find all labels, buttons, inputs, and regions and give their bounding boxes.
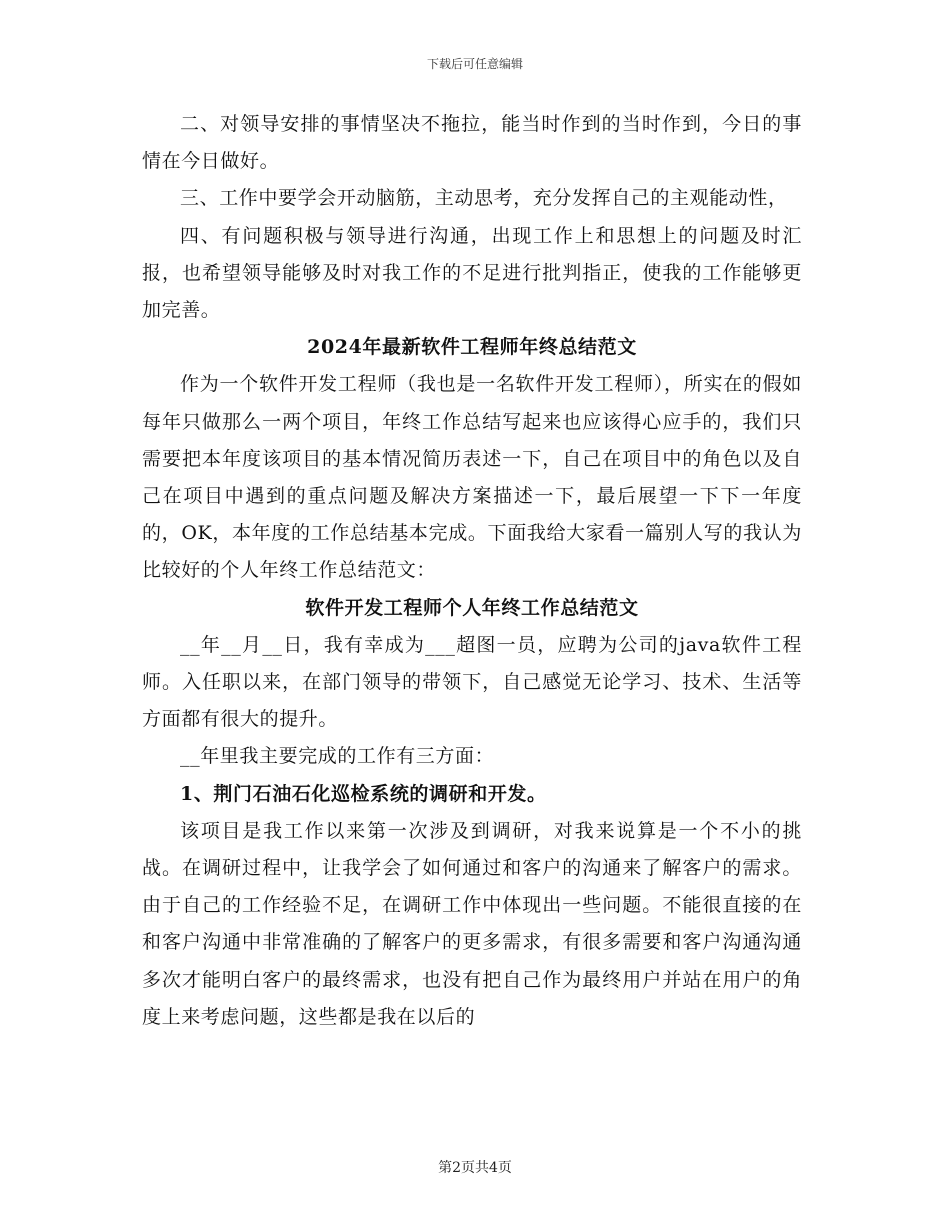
paragraph-intro: 作为一个软件开发工程师（我也是一名软件开发工程师），所实在的假如每年只做那么一两个项目，年终工作总结写起来也应该得心应手的，我们只需要把本年度该项目的基本情况简历表述一下，自己在项目中的角色以及自己在项目中遇到的重点问题及解决方案描述一下，最后展望一下下一年度的，OK，本年度的工作总结基本完成。下面我给大家看一篇别人写的我认为比较好的个人年终工作总结范文： [142, 373, 802, 582]
paragraph-work-overview: __年里我主要完成的工作有三方面： [180, 745, 495, 768]
subheading-project-1: 1、荆门石油石化巡检系统的调研和开发。 [180, 782, 547, 805]
section-title-personal-summary: 软件开发工程师个人年终工作总结范文 [305, 596, 639, 619]
document-body [142, 106, 802, 1036]
page-number: 第2页共4页 [438, 1160, 512, 1176]
paragraph-join-date: __年__月__日，我有幸成为___超图一员，应聘为公司的java软件工程师。入任职以来，在部门领导的带领下，自己感觉无论学习、技术、生活等方面都有很大的提升。 [142, 633, 802, 731]
header-note: 下载后可任意编辑 [426, 57, 523, 71]
paragraph-item-2: 二、对领导安排的事情坚决不拖拉，能当时作到的当时作到，今日的事情在今日做好。 [142, 113, 802, 173]
paragraph-project-1-detail: 该项目是我工作以来第一次涉及到调研，对我来说算是一个不小的挑战。在调研过程中，让我学会了如何通过和客户的沟通来了解客户的需求。由于自己的工作经验不足，在调研工作中体现出一些问题。不能很直接的在和客户沟通中非常准确的了解客户的更多需求，有很多需要和客户沟通沟通多次才能明白客户的最终需求，也没有把自己作为最终用户并站在用户的角度上来考虑问题，这些都是我在以后的 [142, 819, 802, 1028]
section-title-annual-summary: 2024年最新软件工程师年终总结范文 [307, 336, 637, 359]
paragraph-item-4: 四、有问题积极与领导进行沟通，出现工作上和思想上的问题及时汇报，也希望领导能够及时对我工作的不足进行批判指正，使我的工作能够更加完善。 [142, 224, 802, 322]
paragraph-item-3: 三、工作中要学会开动脑筋，主动思考，充分发挥自己的主观能动性， [180, 187, 788, 210]
